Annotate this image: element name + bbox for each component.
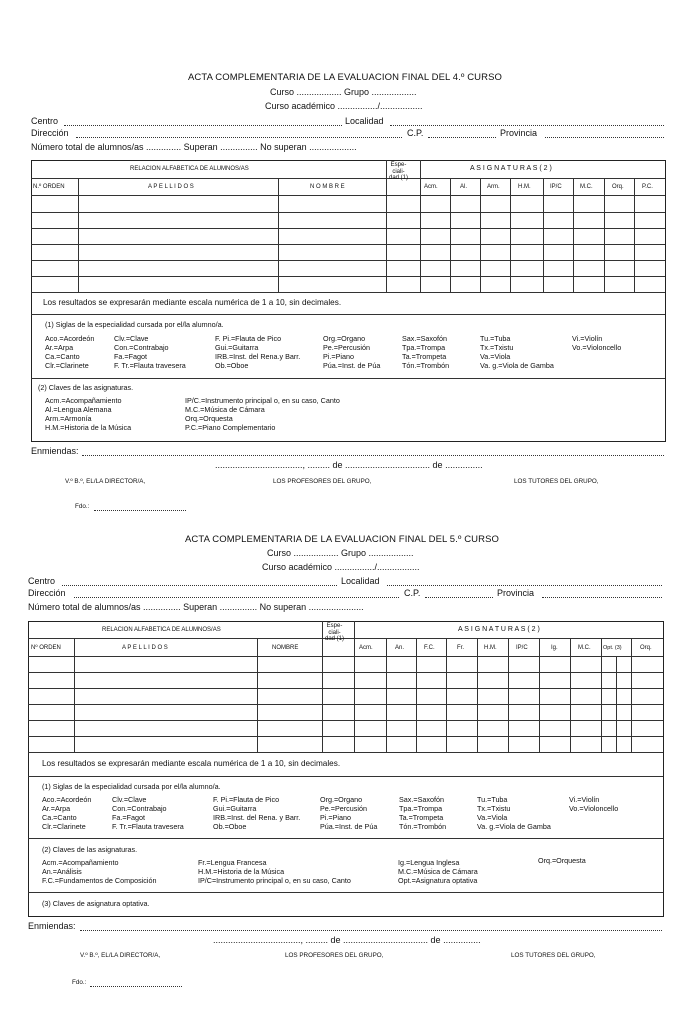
fdo-label: Fdo.: [72, 979, 87, 986]
vb-director: V.º B.º, EL/LA DIRECTOR/A, [65, 478, 146, 485]
centro-label: Centro [28, 576, 56, 586]
subject-col: H.M. [484, 645, 497, 651]
col-nombre: NOMBRE [272, 645, 299, 651]
siglas-col: Vi.=Violín Vo.=Violoncello [569, 795, 619, 813]
subject-col: Fr. [457, 645, 464, 651]
localidad-field[interactable] [390, 125, 664, 126]
siglas-col: Aco.=Acordeón Ar.=Arpa Ca.=Canto Clr.=Clarinete [45, 334, 95, 370]
claves-title: (2) Claves de las asignaturas. [38, 383, 134, 392]
asignaturas-header: A S I G N A T U R A S ( 2 ) [458, 626, 540, 633]
curso-grupo-line[interactable]: Curso .................. Grupo .................. [270, 87, 417, 97]
cp-field[interactable] [425, 597, 493, 598]
localidad-label: Localidad [341, 576, 380, 586]
cp-label: C.P. [404, 588, 421, 598]
curso-academico-line[interactable]: Curso académico ................/................. [265, 101, 423, 111]
siglas-col: Sax.=Saxofón Tpa.=Trompa Ta.=Trompeta Tón.=Trombón [399, 795, 447, 831]
subject-col: An. [395, 645, 405, 651]
acta-5-title: ACTA COMPLEMENTARIA DE LA EVALUACION FINAL DEL 5.º CURSO [185, 534, 500, 545]
subject-col: Orq. [640, 645, 652, 651]
localidad-field[interactable] [387, 585, 662, 586]
enmiendas-label: Enmiendas: [31, 446, 79, 456]
relacion-header: RELACION ALFABETICA DE ALUMNOS/AS [102, 627, 221, 633]
optativa-note: (3) Claves de asignatura optativa. [42, 899, 150, 908]
siglas-col: F. Pi.=Flauta de Pico Gui.=Guitarra IRB.=Inst. del Rena. y Barr. Ob.=Oboe [213, 795, 301, 831]
cp-label: C.P. [407, 128, 424, 138]
fecha-line[interactable]: ..................................., ......... de .................................. de ............... [215, 460, 483, 470]
claves-col: Fr.=Lengua Francesa H.M.=Historia de la Música IP/C=Instrumento principal o, en su caso, Canto [198, 858, 351, 885]
siglas-col: Clv.=Clave Con.=Contrabajo Fa.=Fagot F. Tr.=Flauta travesera [112, 795, 184, 831]
claves-col: Acm.=Acompañamiento Al.=Lengua Alemana Arm.=Armonía H.M.=Historia de la Música [45, 396, 132, 432]
siglas-col: Vi.=Violín Vo.=Violoncello [572, 334, 622, 352]
col-apellidos: A P E L L I D O S [122, 645, 168, 651]
fdo-field[interactable] [90, 986, 182, 987]
subject-col: F.C. [424, 645, 435, 651]
claves-col: Ig.=Lengua Inglesa M.C.=Música de Cámara Opt.=Asignatura optativa [398, 858, 478, 885]
provincia-field[interactable] [545, 137, 664, 138]
acta-4-title: ACTA COMPLEMENTARIA DE LA EVALUACION FINAL DEL 4.º CURSO [188, 72, 503, 83]
subject-col: Opt. (3) [603, 645, 622, 651]
siglas-col: Org.=Organo Pe.=Percusión Pi.=Piano Púa.=Inst. de Púa [323, 334, 381, 370]
resultados-note: Los resultados se expresarán mediante escala numérica de 1 a 10, sin decimales. [43, 298, 342, 307]
especialidad-header: Espe- ciali- dad (1) [325, 623, 345, 642]
subject-col: Ig. [551, 645, 558, 651]
siglas-col: Tu.=Tuba Tx.=Txistu Va.=Viola Va. g.=Viola de Gamba [480, 334, 554, 370]
provincia-label: Provincia [497, 588, 535, 598]
claves-col: Acm.=Acompañamiento An.=Análisis F.C.=Fundamentos de Composición [42, 858, 157, 885]
col-orden: N.º ORDEN [33, 184, 65, 190]
asignaturas-header: A S I G N A T U R A S ( 2 ) [470, 165, 552, 172]
direccion-field[interactable] [76, 137, 402, 138]
tutores-label: LOS TUTORES DEL GRUPO, [514, 478, 599, 485]
enmiendas-field[interactable] [82, 455, 664, 456]
provincia-field[interactable] [542, 597, 662, 598]
fecha-line[interactable]: ..................................., ......... de .................................. de ............... [213, 935, 481, 945]
subject-col: IP/C [516, 645, 528, 651]
numero-alumnos-line[interactable]: Número total de alumnos/as ............... Superan ............... No superan ...................... [28, 602, 364, 612]
claves-col: IP/C.=Instrumento principal o, en su caso, Canto M.C.=Música de Cámara Orq.=Orquesta P.C.=Piano Complementario [185, 396, 340, 432]
numero-alumnos-line[interactable]: Número total de alumnos/as .............. Superan ............... No superan ................... [31, 142, 357, 152]
curso-academico-line[interactable]: Curso académico ................/................. [262, 562, 420, 572]
siglas-title: (1) Siglas de la especialidad cursada por el/la alumno/a. [45, 320, 224, 329]
subject-col: Arm. [487, 184, 500, 190]
subject-col: Al. [460, 184, 468, 190]
provincia-label: Provincia [500, 128, 538, 138]
claves-col: Orq.=Orquesta [538, 856, 586, 865]
fdo-label: Fdo.: [75, 503, 90, 510]
centro-label: Centro [31, 116, 59, 126]
siglas-col: F. Pi.=Flauta de Pico Gui.=Guitarra IRB.=Inst. del Rena.y Barr. Ob.=Oboe [215, 334, 301, 370]
subject-col: Acm. [359, 645, 373, 651]
fdo-field[interactable] [94, 510, 186, 511]
subject-col: P.C. [642, 184, 653, 190]
centro-field[interactable] [64, 125, 342, 126]
cp-field[interactable] [428, 137, 496, 138]
localidad-label: Localidad [345, 116, 384, 126]
enmiendas-label: Enmiendas: [28, 921, 76, 931]
col-apellidos: A P E L L I D O S [148, 184, 194, 190]
tutores-label: LOS TUTORES DEL GRUPO, [511, 952, 596, 959]
subject-col: IP/C [550, 184, 562, 190]
relacion-header: RELACION ALFABETICA DE ALUMNOS/AS [130, 166, 249, 172]
subject-col: Orq. [612, 184, 624, 190]
resultados-note: Los resultados se expresarán mediante escala numérica de 1 a 10, sin decimales. [42, 759, 341, 768]
direccion-field[interactable] [74, 597, 399, 598]
siglas-col: Sax.=Saxofón Tpa.=Trompa Ta.=Trompeta Tón.=Trombón [402, 334, 450, 370]
siglas-title: (1) Siglas de la especialidad cursada por el/la alumno/a. [42, 782, 221, 791]
claves-title: (2) Claves de las asignaturas. [42, 845, 138, 854]
centro-field[interactable] [62, 585, 337, 586]
col-nombre: N O M B R E [310, 184, 345, 190]
siglas-col: Org.=Organo Pe.=Percusión Pi.=Piano Púa.=Inst. de Púa [320, 795, 378, 831]
direccion-label: Dirección [28, 588, 66, 598]
curso-grupo-line[interactable]: Curso .................. Grupo .................. [267, 548, 414, 558]
siglas-col: Clv.=Clave Con.=Contrabajo Fa.=Fagot F. Tr.=Flauta travesera [114, 334, 186, 370]
enmiendas-field[interactable] [80, 930, 662, 931]
subject-col: M.C. [578, 645, 591, 651]
direccion-label: Dirección [31, 128, 69, 138]
siglas-col: Aco.=Acordeón Ar.=Arpa Ca.=Canto Clr.=Clarinete [42, 795, 92, 831]
subject-col: M.C. [580, 184, 593, 190]
profesores-label: LOS PROFESORES DEL GRUPO, [285, 952, 384, 959]
siglas-col: Tu.=Tuba Tx.=Txistu Va.=Viola Va. g.=Viola de Gamba [477, 795, 551, 831]
subject-col: Acm. [424, 184, 438, 190]
especialidad-header: Espe- ciali- dad (1) [389, 162, 409, 181]
col-orden: Nº ORDEN [31, 645, 61, 651]
subject-col: H.M. [518, 184, 531, 190]
profesores-label: LOS PROFESORES DEL GRUPO, [273, 478, 372, 485]
vb-director: V.º B.º, EL/LA DIRECTOR/A, [80, 952, 161, 959]
